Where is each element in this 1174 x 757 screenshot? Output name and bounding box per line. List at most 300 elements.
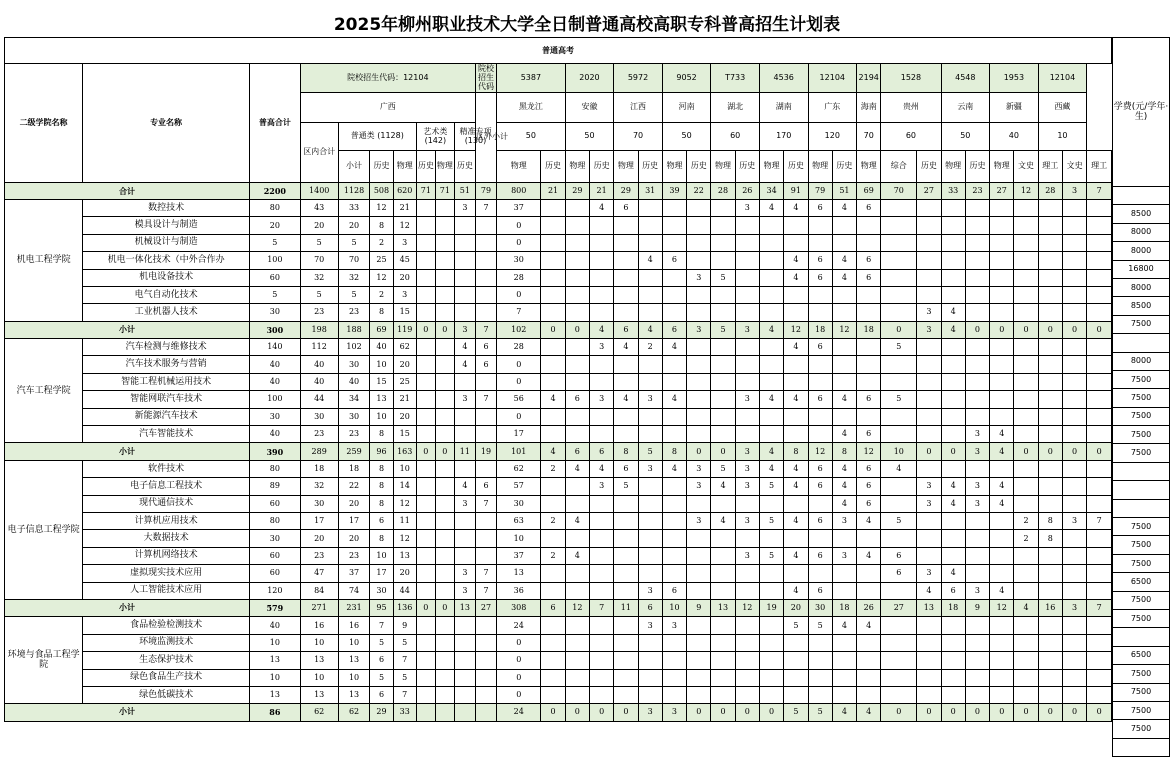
table-cell <box>735 304 759 321</box>
major-name: 智能工程机械运用技术 <box>83 373 250 390</box>
table-cell: 8 <box>370 530 393 547</box>
table-cell <box>1038 582 1062 599</box>
table-cell: 3 <box>589 339 613 356</box>
table-cell <box>990 686 1014 703</box>
table-cell: 4 <box>454 478 475 495</box>
table-cell <box>1087 304 1112 321</box>
table-cell <box>541 304 565 321</box>
subtotal-cell: 8 <box>662 443 686 460</box>
table-cell: 4 <box>941 478 965 495</box>
fee-header: 学费(元/学年·生) <box>1113 38 1170 187</box>
province-name-4: 湖北 <box>711 92 760 122</box>
table-cell <box>881 669 917 686</box>
table-cell <box>1038 669 1062 686</box>
province-name-1: 安徽 <box>565 92 614 122</box>
table-cell <box>565 652 589 669</box>
table-cell: 4 <box>711 478 735 495</box>
table-cell <box>565 269 589 286</box>
subtotal-cell <box>454 704 475 721</box>
province-quota-9: 50 <box>941 122 990 150</box>
grand-total-cell: 34 <box>759 182 783 199</box>
table-cell: 6 <box>808 391 832 408</box>
table-cell <box>735 495 759 512</box>
table-cell <box>687 634 711 651</box>
subject-header: 历史 <box>735 150 759 182</box>
major-name: 现代通信技术 <box>83 495 250 512</box>
table-cell <box>687 669 711 686</box>
table-cell: 4 <box>857 547 881 564</box>
subtotal-cell: 6 <box>638 599 662 616</box>
table-cell <box>917 217 941 234</box>
table-cell: 6 <box>808 199 832 216</box>
table-cell <box>1087 460 1112 477</box>
subtotal-cell: 33 <box>393 704 416 721</box>
table-cell <box>881 495 917 512</box>
table-cell: 63 <box>497 512 541 529</box>
table-cell <box>416 269 435 286</box>
table-cell <box>832 373 856 390</box>
subtotal-cell: 0 <box>990 321 1014 338</box>
table-cell: 6 <box>614 460 638 477</box>
major-name: 生态保护技术 <box>83 652 250 669</box>
total-header: 普高合计 <box>250 64 301 183</box>
subtotal-cell: 13 <box>711 599 735 616</box>
table-cell <box>687 391 711 408</box>
table-cell <box>435 426 454 443</box>
province-name-3: 河南 <box>662 92 711 122</box>
table-cell <box>808 408 832 425</box>
table-cell <box>857 686 881 703</box>
table-cell <box>416 669 435 686</box>
major-name: 汽车智能技术 <box>83 426 250 443</box>
grand-total-cell: 27 <box>990 182 1014 199</box>
table-cell: 3 <box>454 565 475 582</box>
table-cell <box>711 686 735 703</box>
table-cell <box>475 217 496 234</box>
subtotal-cell: 13 <box>454 599 475 616</box>
table-cell: 13 <box>338 686 370 703</box>
fee-cell: 7500 <box>1113 370 1170 388</box>
table-cell <box>965 217 989 234</box>
subtotal-cell: 231 <box>338 599 370 616</box>
grand-total-cell: 91 <box>784 182 808 199</box>
table-cell <box>416 391 435 408</box>
table-cell: 6 <box>941 582 965 599</box>
table-cell <box>808 304 832 321</box>
subtotal-cell: 6 <box>614 321 638 338</box>
subtotal-cell: 0 <box>711 704 735 721</box>
table-cell <box>416 252 435 269</box>
table-cell <box>1062 373 1086 390</box>
table-cell: 3 <box>917 495 941 512</box>
table-cell <box>857 217 881 234</box>
table-cell <box>941 286 965 303</box>
table-cell: 3 <box>687 512 711 529</box>
table-cell <box>687 565 711 582</box>
table-cell <box>941 234 965 251</box>
table-cell <box>965 669 989 686</box>
table-cell <box>475 512 496 529</box>
table-cell <box>711 634 735 651</box>
table-cell <box>565 373 589 390</box>
table-cell <box>1087 634 1112 651</box>
fee-cell <box>1113 187 1170 205</box>
table-cell <box>1014 199 1038 216</box>
table-cell: 62 <box>497 460 541 477</box>
table-cell <box>435 547 454 564</box>
table-cell: 57 <box>497 478 541 495</box>
table-cell <box>435 634 454 651</box>
grand-total-cell: 71 <box>416 182 435 199</box>
table-cell <box>541 686 565 703</box>
table-cell: 13 <box>300 686 338 703</box>
table-cell <box>1062 478 1086 495</box>
table-cell <box>1087 339 1112 356</box>
table-cell <box>1062 634 1086 651</box>
subtotal-cell: 16 <box>1038 599 1062 616</box>
subtotal-cell: 4 <box>1014 599 1038 616</box>
table-cell <box>759 373 783 390</box>
table-cell <box>687 373 711 390</box>
table-cell <box>541 582 565 599</box>
table-cell <box>1087 669 1112 686</box>
table-cell: 3 <box>687 460 711 477</box>
subtotal-cell: 18 <box>857 321 881 338</box>
table-cell <box>687 286 711 303</box>
table-cell: 4 <box>990 478 1014 495</box>
table-cell <box>711 234 735 251</box>
province-code-6: 12104 <box>808 64 857 93</box>
grand-total-cell: 33 <box>941 182 965 199</box>
table-cell: 3 <box>393 234 416 251</box>
table-cell: 6 <box>857 269 881 286</box>
table-cell <box>881 686 917 703</box>
table-cell <box>881 269 917 286</box>
table-cell <box>614 652 638 669</box>
table-cell: 0 <box>497 286 541 303</box>
table-cell: 3 <box>965 426 989 443</box>
table-cell <box>687 234 711 251</box>
table-cell: 10 <box>370 356 393 373</box>
table-cell <box>857 286 881 303</box>
table-cell <box>784 286 808 303</box>
table-cell <box>475 460 496 477</box>
table-cell <box>1014 269 1038 286</box>
table-cell: 80 <box>250 199 301 216</box>
table-cell <box>1038 426 1062 443</box>
table-cell <box>541 356 565 373</box>
table-cell: 7 <box>475 199 496 216</box>
table-cell: 6 <box>370 512 393 529</box>
table-cell <box>941 634 965 651</box>
table-cell <box>941 391 965 408</box>
grand-total-cell: 79 <box>475 182 496 199</box>
subtotal-cell: 0 <box>1038 321 1062 338</box>
table-cell <box>990 512 1014 529</box>
subtotal-cell <box>475 704 496 721</box>
table-cell: 4 <box>832 617 856 634</box>
table-cell <box>784 304 808 321</box>
fee-cell: 7500 <box>1113 609 1170 627</box>
table-cell: 4 <box>832 391 856 408</box>
table-cell <box>711 669 735 686</box>
table-cell <box>662 373 686 390</box>
subtotal-cell: 3 <box>965 443 989 460</box>
table-cell: 6 <box>857 391 881 408</box>
subtotal-cell: 26 <box>857 599 881 616</box>
table-cell <box>941 547 965 564</box>
table-cell: 0 <box>497 634 541 651</box>
table-cell <box>475 373 496 390</box>
table-cell: 5 <box>759 512 783 529</box>
table-cell <box>965 652 989 669</box>
subject-header: 历史 <box>589 150 613 182</box>
major-name-header: 专业名称 <box>83 64 250 183</box>
table-cell <box>990 652 1014 669</box>
grand-total-cell: 21 <box>589 182 613 199</box>
table-cell: 36 <box>497 582 541 599</box>
fee-cell: 8500 <box>1113 297 1170 315</box>
table-cell: 60 <box>250 269 301 286</box>
table-cell <box>565 356 589 373</box>
table-cell <box>832 234 856 251</box>
table-cell: 0 <box>497 652 541 669</box>
grand-total-cell: 51 <box>454 182 475 199</box>
table-cell: 30 <box>250 408 301 425</box>
table-cell <box>638 356 662 373</box>
table-cell: 5 <box>338 234 370 251</box>
table-cell <box>941 252 965 269</box>
table-cell <box>435 686 454 703</box>
table-cell <box>565 217 589 234</box>
province-code-8: 1528 <box>881 64 941 93</box>
table-cell <box>454 286 475 303</box>
table-cell <box>759 304 783 321</box>
table-cell: 5 <box>370 669 393 686</box>
table-cell <box>638 669 662 686</box>
table-cell <box>711 199 735 216</box>
table-cell <box>784 652 808 669</box>
table-cell: 8 <box>1038 530 1062 547</box>
province-name-2: 江西 <box>614 92 663 122</box>
table-cell <box>638 478 662 495</box>
table-cell: 4 <box>784 391 808 408</box>
table-cell <box>735 652 759 669</box>
table-cell <box>759 252 783 269</box>
subject-header: 物理 <box>565 150 589 182</box>
table-cell <box>881 234 917 251</box>
province-code-2: 5972 <box>614 64 663 93</box>
subtotal-cell: 9 <box>687 599 711 616</box>
subtotal-cell: 10 <box>662 599 686 616</box>
table-cell <box>735 426 759 443</box>
table-cell <box>881 582 917 599</box>
table-cell <box>965 234 989 251</box>
table-cell <box>662 426 686 443</box>
table-cell <box>832 286 856 303</box>
table-cell <box>435 269 454 286</box>
table-cell <box>759 669 783 686</box>
table-cell <box>614 495 638 512</box>
table-cell <box>416 582 435 599</box>
fee-cell <box>1113 481 1170 499</box>
table-cell <box>965 512 989 529</box>
fee-cell: 7500 <box>1113 407 1170 425</box>
fee-cell: 7500 <box>1113 554 1170 572</box>
table-cell <box>1087 356 1112 373</box>
table-cell <box>1014 565 1038 582</box>
table-cell <box>735 565 759 582</box>
table-cell <box>1038 252 1062 269</box>
subtotal-cell: 0 <box>1087 321 1112 338</box>
table-cell <box>1014 634 1038 651</box>
table-cell <box>857 669 881 686</box>
subtotal-cell: 4 <box>638 321 662 338</box>
table-cell <box>808 426 832 443</box>
subtotal-cell: 12 <box>990 599 1014 616</box>
table-cell <box>638 217 662 234</box>
table-cell <box>784 669 808 686</box>
subtotal-cell: 18 <box>808 321 832 338</box>
table-cell <box>638 530 662 547</box>
enrollment-plan-table <box>4 37 1112 722</box>
province-code-10: 1953 <box>990 64 1039 93</box>
table-cell <box>662 217 686 234</box>
subtotal-cell: 12 <box>832 321 856 338</box>
table-cell <box>662 304 686 321</box>
table-cell <box>416 686 435 703</box>
table-cell <box>614 686 638 703</box>
table-cell <box>711 495 735 512</box>
table-cell <box>759 426 783 443</box>
table-cell <box>1062 495 1086 512</box>
table-cell: 4 <box>941 565 965 582</box>
table-cell: 34 <box>338 391 370 408</box>
subject-header: 物理 <box>759 150 783 182</box>
table-cell <box>881 617 917 634</box>
table-cell <box>735 217 759 234</box>
table-cell <box>638 634 662 651</box>
table-cell <box>565 199 589 216</box>
province-code-4: T733 <box>711 64 760 93</box>
table-cell <box>589 530 613 547</box>
table-cell: 4 <box>784 460 808 477</box>
table-cell <box>435 286 454 303</box>
table-cell <box>614 304 638 321</box>
table-cell <box>435 530 454 547</box>
table-cell: 15 <box>370 373 393 390</box>
table-cell <box>857 652 881 669</box>
subject-header: 文史 <box>1014 150 1038 182</box>
subtotal-cell: 4 <box>832 704 856 721</box>
table-cell: 74 <box>338 582 370 599</box>
table-cell <box>638 408 662 425</box>
table-cell <box>1014 217 1038 234</box>
table-cell <box>1087 617 1112 634</box>
table-cell <box>881 356 917 373</box>
page-title: 2025年柳州职业技术大学全日制普通高校高职专科普高招生计划表 <box>333 15 841 35</box>
grand-total-cell: 800 <box>497 182 541 199</box>
table-cell <box>759 652 783 669</box>
table-cell <box>662 669 686 686</box>
table-cell <box>638 426 662 443</box>
province-code-5: 4536 <box>759 64 808 93</box>
subtotal-cell: 62 <box>338 704 370 721</box>
table-cell <box>711 286 735 303</box>
table-cell <box>711 565 735 582</box>
table-cell: 9 <box>393 617 416 634</box>
table-cell <box>454 617 475 634</box>
table-cell: 30 <box>370 582 393 599</box>
province-quota-5: 170 <box>759 122 808 150</box>
grand-total-cell: 71 <box>435 182 454 199</box>
table-cell: 17 <box>338 512 370 529</box>
table-cell <box>1087 565 1112 582</box>
table-cell: 0 <box>497 669 541 686</box>
subtotal-cell: 18 <box>832 599 856 616</box>
table-cell: 5 <box>759 547 783 564</box>
fee-cell: 7500 <box>1113 720 1170 738</box>
table-cell <box>475 530 496 547</box>
table-cell: 10 <box>300 669 338 686</box>
subtotal-cell: 0 <box>1014 704 1038 721</box>
table-cell: 6 <box>857 252 881 269</box>
table-cell: 20 <box>338 217 370 234</box>
table-cell <box>881 373 917 390</box>
table-cell: 140 <box>250 339 301 356</box>
table-cell: 7 <box>475 495 496 512</box>
table-cell <box>917 652 941 669</box>
table-cell <box>1038 408 1062 425</box>
physics-header: 物理 <box>393 150 416 182</box>
table-cell: 23 <box>338 426 370 443</box>
table-cell: 10 <box>300 634 338 651</box>
table-cell <box>990 339 1014 356</box>
subject-header: 历史 <box>965 150 989 182</box>
table-cell: 7 <box>475 565 496 582</box>
table-cell: 13 <box>250 652 301 669</box>
table-cell: 100 <box>250 252 301 269</box>
general-subtotal-header: 小计 <box>338 150 370 182</box>
table-cell <box>1087 652 1112 669</box>
table-cell: 8 <box>370 217 393 234</box>
table-cell: 5 <box>881 512 917 529</box>
table-cell: 12 <box>370 269 393 286</box>
subtotal-cell: 11 <box>614 599 638 616</box>
history-header: 历史 <box>416 150 435 182</box>
table-cell <box>416 356 435 373</box>
province-code-3: 9052 <box>662 64 711 93</box>
table-cell <box>784 356 808 373</box>
table-cell <box>1038 199 1062 216</box>
table-cell <box>917 339 941 356</box>
table-cell: 89 <box>250 478 301 495</box>
major-name: 汽车检测与维修技术 <box>83 339 250 356</box>
table-cell <box>965 565 989 582</box>
table-cell <box>857 530 881 547</box>
table-cell: 6 <box>475 478 496 495</box>
table-cell <box>1038 547 1062 564</box>
table-cell <box>687 617 711 634</box>
table-cell <box>990 408 1014 425</box>
table-cell: 32 <box>300 269 338 286</box>
table-cell: 3 <box>662 617 686 634</box>
subtotal-cell: 6 <box>589 443 613 460</box>
province-code-7: 2194 <box>857 64 881 93</box>
table-cell <box>638 269 662 286</box>
subtotal-cell: 8 <box>614 443 638 460</box>
table-cell <box>565 426 589 443</box>
